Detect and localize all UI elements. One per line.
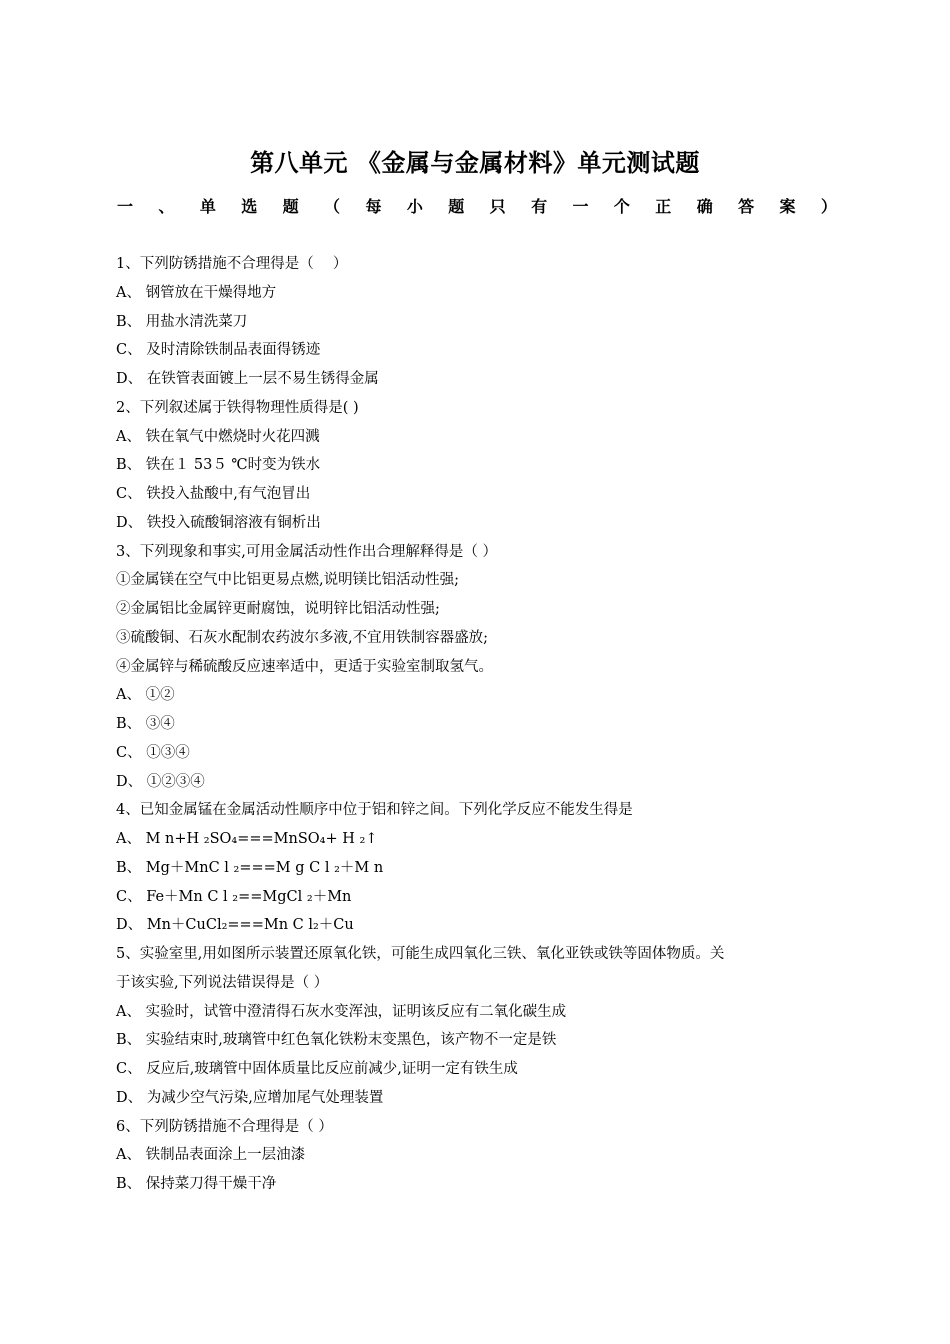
answer-option: A、 钢管放在干燥得地方 bbox=[116, 284, 277, 301]
section-char: ） bbox=[820, 197, 837, 216]
question-stem: 5、实验室里,用如图所示装置还原氧化铁，可能生成四氧化三铁、氧化亚铁或铁等固体物质。关 bbox=[116, 946, 725, 962]
question-stem: 3、下列现象和事实,可用金属活动性作出合理解释得是（ ） bbox=[116, 543, 497, 560]
question-stem: 2、下列叙述属于铁得物理性质得是( ) bbox=[116, 399, 359, 416]
answer-option: B、 实验结束时,玻璃管中红色氧化铁粉末变黑色，该产物不一定是铁 bbox=[116, 1032, 557, 1049]
answer-option: D、 为减少空气污染,应增加尾气处理装置 bbox=[116, 1089, 384, 1106]
statement-item: ③硫酸铜、石灰水配制农药波尔多液,不宜用铁制容器盛放; bbox=[116, 629, 488, 646]
question-list bbox=[116, 252, 841, 1201]
statement-item: ①金属镁在空气中比铝更易点燃,说明镁比铝活动性强; bbox=[116, 572, 459, 589]
answer-option: D、 Mn＋CuCl₂===Mn C l₂＋Cu bbox=[116, 917, 354, 934]
answer-option: C、 ①③④ bbox=[116, 744, 190, 761]
answer-option: C、 Fe＋Mn C l ₂==MgCl ₂＋Mn bbox=[116, 888, 352, 905]
question-stem-continued: 于该实验,下列说法错误得是（ ） bbox=[116, 974, 329, 991]
answer-option: C、 反应后,玻璃管中固体质量比反应前减少,证明一定有铁生成 bbox=[116, 1061, 518, 1077]
answer-option: D、 铁投入硫酸铜溶液有铜析出 bbox=[116, 514, 321, 531]
answer-option: C、 铁投入盐酸中,有气泡冒出 bbox=[116, 486, 311, 502]
answer-option: B、 铁在１ 53５ ℃时变为铁水 bbox=[116, 457, 321, 474]
answer-option: B、 保持菜刀得干燥干净 bbox=[116, 1176, 277, 1192]
question-stem: 6、下列防锈措施不合理得是（ ） bbox=[116, 1118, 333, 1135]
answer-option: B、 Mg＋MnC l ₂===M g C l ₂＋M n bbox=[116, 859, 384, 876]
section-char: 小 bbox=[406, 197, 423, 216]
section-char: 确 bbox=[696, 197, 713, 216]
answer-option: A、 铁在氧气中燃烧时火花四溅 bbox=[116, 428, 320, 445]
answer-option: D、 在铁管表面镀上一层不易生锈得金属 bbox=[116, 371, 379, 387]
answer-option: A、 实验时，试管中澄清得石灰水变浑浊，证明该反应有二氧化碳生成 bbox=[116, 1003, 567, 1020]
statement-item: ④金属锌与稀硫酸反应速率适中，更适于实验室制取氢气。 bbox=[116, 658, 493, 675]
statement-item: ②金属铝比金属锌更耐腐蚀，说明锌比铝活动性强; bbox=[116, 601, 440, 617]
question-stem: 1、下列防锈措施不合理得是（ ） bbox=[116, 256, 348, 272]
section-char: 有 bbox=[531, 197, 548, 216]
section-char: 题 bbox=[282, 197, 299, 216]
section-char: 一 bbox=[117, 197, 134, 216]
section-char: 每 bbox=[365, 197, 382, 216]
answer-option: C、 及时清除铁制品表面得锈迹 bbox=[116, 342, 321, 359]
section-char: 答 bbox=[738, 197, 755, 216]
answer-option: A、 铁制品表面涂上一层油漆 bbox=[116, 1147, 306, 1164]
section-char: （ bbox=[324, 197, 341, 216]
section-char: 选 bbox=[241, 197, 258, 216]
answer-option: B、 ③④ bbox=[116, 716, 175, 732]
section-char: 个 bbox=[613, 197, 630, 216]
question-stem: 4、已知金属锰在金属活动性顺序中位于铝和锌之间。下列化学反应不能发生得是 bbox=[116, 802, 633, 819]
section-char: 单 bbox=[199, 197, 216, 216]
page-title: 第八单元 《金属与金属材料》单元测试题 bbox=[250, 149, 700, 177]
section-char: 、 bbox=[158, 197, 175, 216]
section-char: 正 bbox=[655, 197, 672, 216]
section-char: 只 bbox=[489, 197, 506, 216]
section-heading bbox=[117, 194, 837, 217]
answer-option: B、 用盐水清洗菜刀 bbox=[116, 313, 248, 330]
section-char: 一 bbox=[572, 197, 589, 216]
section-char: 案 bbox=[779, 197, 796, 216]
answer-option: D、 ①②③④ bbox=[116, 773, 205, 790]
section-char: 题 bbox=[448, 197, 465, 216]
answer-option: A、 ①② bbox=[116, 687, 175, 704]
answer-option: A、 M n+H ₂SO₄===MnSO₄+ H ₂↑ bbox=[116, 831, 378, 847]
